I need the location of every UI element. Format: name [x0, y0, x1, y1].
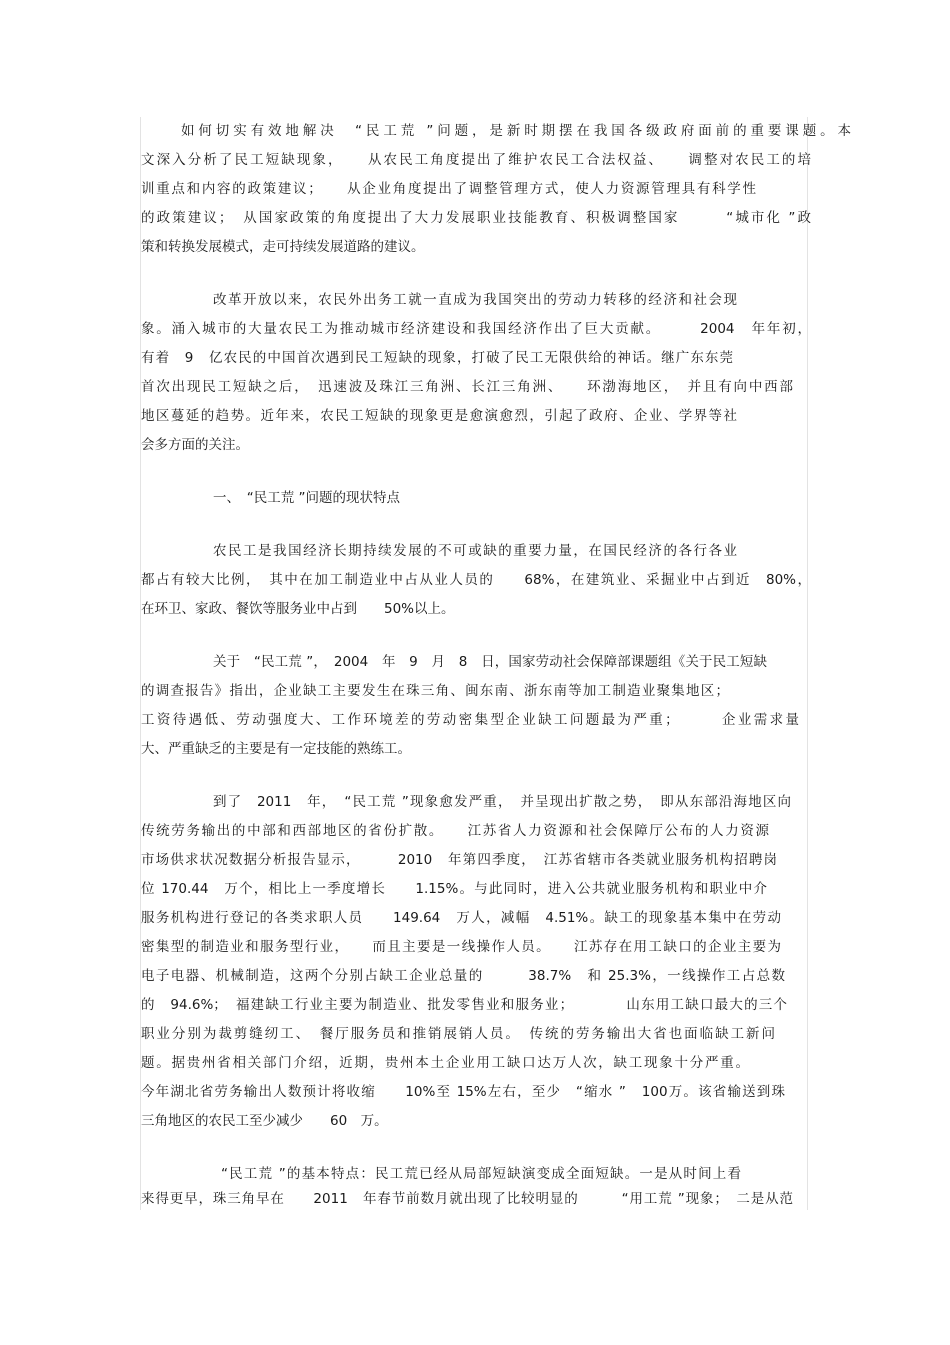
abstract-line: 文深入分析了民工短缺现象， 从农民工角度提出了维护农民工合法权益、 调整对农民工的培	[141, 152, 811, 168]
intro-line: 地区蔓延的趋势。近年来，农民工短缺的现象更是愈演愈烈，引起了政府、企业、学界等社	[141, 408, 737, 424]
intro-line: 改革开放以来，农民外出务工就一直成为我国突出的劳动力转移的经济和社会现	[213, 292, 737, 308]
para3-line: 电子电器、机械制造，这两个分别占缺工企业总量的 38.7% 和 25.3%，一线操作工占总数	[141, 968, 785, 984]
intro-line: 会多方面的关注。	[141, 437, 249, 453]
abstract-line: 策和转换发展模式，走可持续发展道路的建议。	[141, 239, 425, 255]
document-page	[140, 117, 851, 1210]
para4-line: “民工荒 ”的基本特点：民工荒已经从局部短缺演变成全面短缺。一是从时间上看	[221, 1166, 741, 1182]
para2-line: 关于 “民工荒 ”， 2004 年 9 月 8 日，国家劳动社会保障部课题组《关于民工短缺	[213, 654, 767, 670]
para2-line: 大、严重缺乏的主要是有一定技能的熟练工。	[141, 741, 411, 757]
intro-line: 有着 9 亿农民的中国首次遇到民工短缺的现象，打破了民工无限供给的神话。继广东东莞	[141, 350, 733, 366]
para3-line: 服务机构进行登记的各类求职人员 149.64 万人，减幅 4.51%。缺工的现象基本集中在劳动	[141, 910, 781, 926]
para3-line: 今年湖北省劳务输出人数预计将收缩 10%至 15%左右，至少 “缩水 ” 100万。该省输送到珠	[141, 1084, 785, 1100]
para3-line: 到了 2011 年， “民工荒 ”现象愈发严重， 并呈现出扩散之势， 即从东部沿海地区向	[213, 794, 791, 810]
intro-line: 首次出现民工短缺之后， 迅速波及珠江三角洲、长江三角洲、 环渤海地区， 并且有向中西部	[141, 379, 793, 395]
intro-line: 象。涌入城市的大量农民工为推动城市经济建设和我国经济作出了巨大贡献。 2004 年年初，	[141, 321, 811, 337]
para1-line: 在环卫、家政、餐饮等服务业中占到 50%以上。	[141, 601, 455, 617]
para3-line: 位 170.44 万个，相比上一季度增长 1.15%。与此同时，进入公共就业服务机构和职业中介	[141, 881, 767, 897]
para3-line: 职业分别为裁剪缝纫工、 餐厅服务员和推销展销人员。 传统的劳务输出大省也面临缺工新问	[141, 1026, 775, 1042]
abstract-line: 训重点和内容的政策建议； 从企业角度提出了调整管理方式，使人力资源管理具有科学性	[141, 181, 756, 197]
abstract-line: 的政策建议； 从国家政策的角度提出了大力发展职业技能教育、积极调整国家 “城市化 ”政	[141, 210, 811, 226]
para3-line: 三角地区的农民工至少减少 60 万。	[141, 1113, 388, 1129]
para1-line: 都占有较大比例， 其中在加工制造业中占从业人员的 68%，在建筑业、采掘业中占到近 80%，	[141, 572, 811, 588]
para3-line: 传统劳务输出的中部和西部地区的省份扩散。 江苏省人力资源和社会保障厅公布的人力资源	[141, 823, 769, 839]
para2-line: 的调查报告》指出，企业缺工主要发生在珠三角、闽东南、浙东南等加工制造业聚集地区；	[141, 683, 729, 699]
para3-line: 的 94.6%； 福建缺工行业主要为制造业、批发零售业和服务业； 山东用工缺口最大的三个	[141, 997, 787, 1013]
para3-line: 市场供求状况数据分析报告显示， 2010 年第四季度， 江苏省辖市各类就业服务机构招聘岗	[141, 852, 777, 868]
para3-line: 题。据贵州省相关部门介绍，近期，贵州本土企业用工缺口达万人次，缺工现象十分严重。	[141, 1055, 749, 1071]
para3-line: 密集型的制造业和服务型行业， 而且主要是一线操作人员。 江苏存在用工缺口的企业主要为	[141, 939, 781, 955]
para2-line: 工资待遇低、劳动强度大、工作环境差的劳动密集型企业缺工问题最为严重； 企业需求量	[141, 712, 799, 728]
section-heading: 一、 “民工荒 ”问题的现状特点	[213, 490, 401, 506]
para1-line: 农民工是我国经济长期持续发展的不可或缺的重要力量，在国民经济的各行各业	[213, 543, 737, 559]
abstract-line: 如何切实有效地解决 “民工荒 ”问题，是新时期摆在我国各级政府面前的重要课题。本	[181, 123, 851, 139]
para4-line: 来得更早，珠三角早在 2011 年春节前数月就出现了比较明显的 “用工荒 ”现象； 二是从范	[141, 1191, 793, 1207]
